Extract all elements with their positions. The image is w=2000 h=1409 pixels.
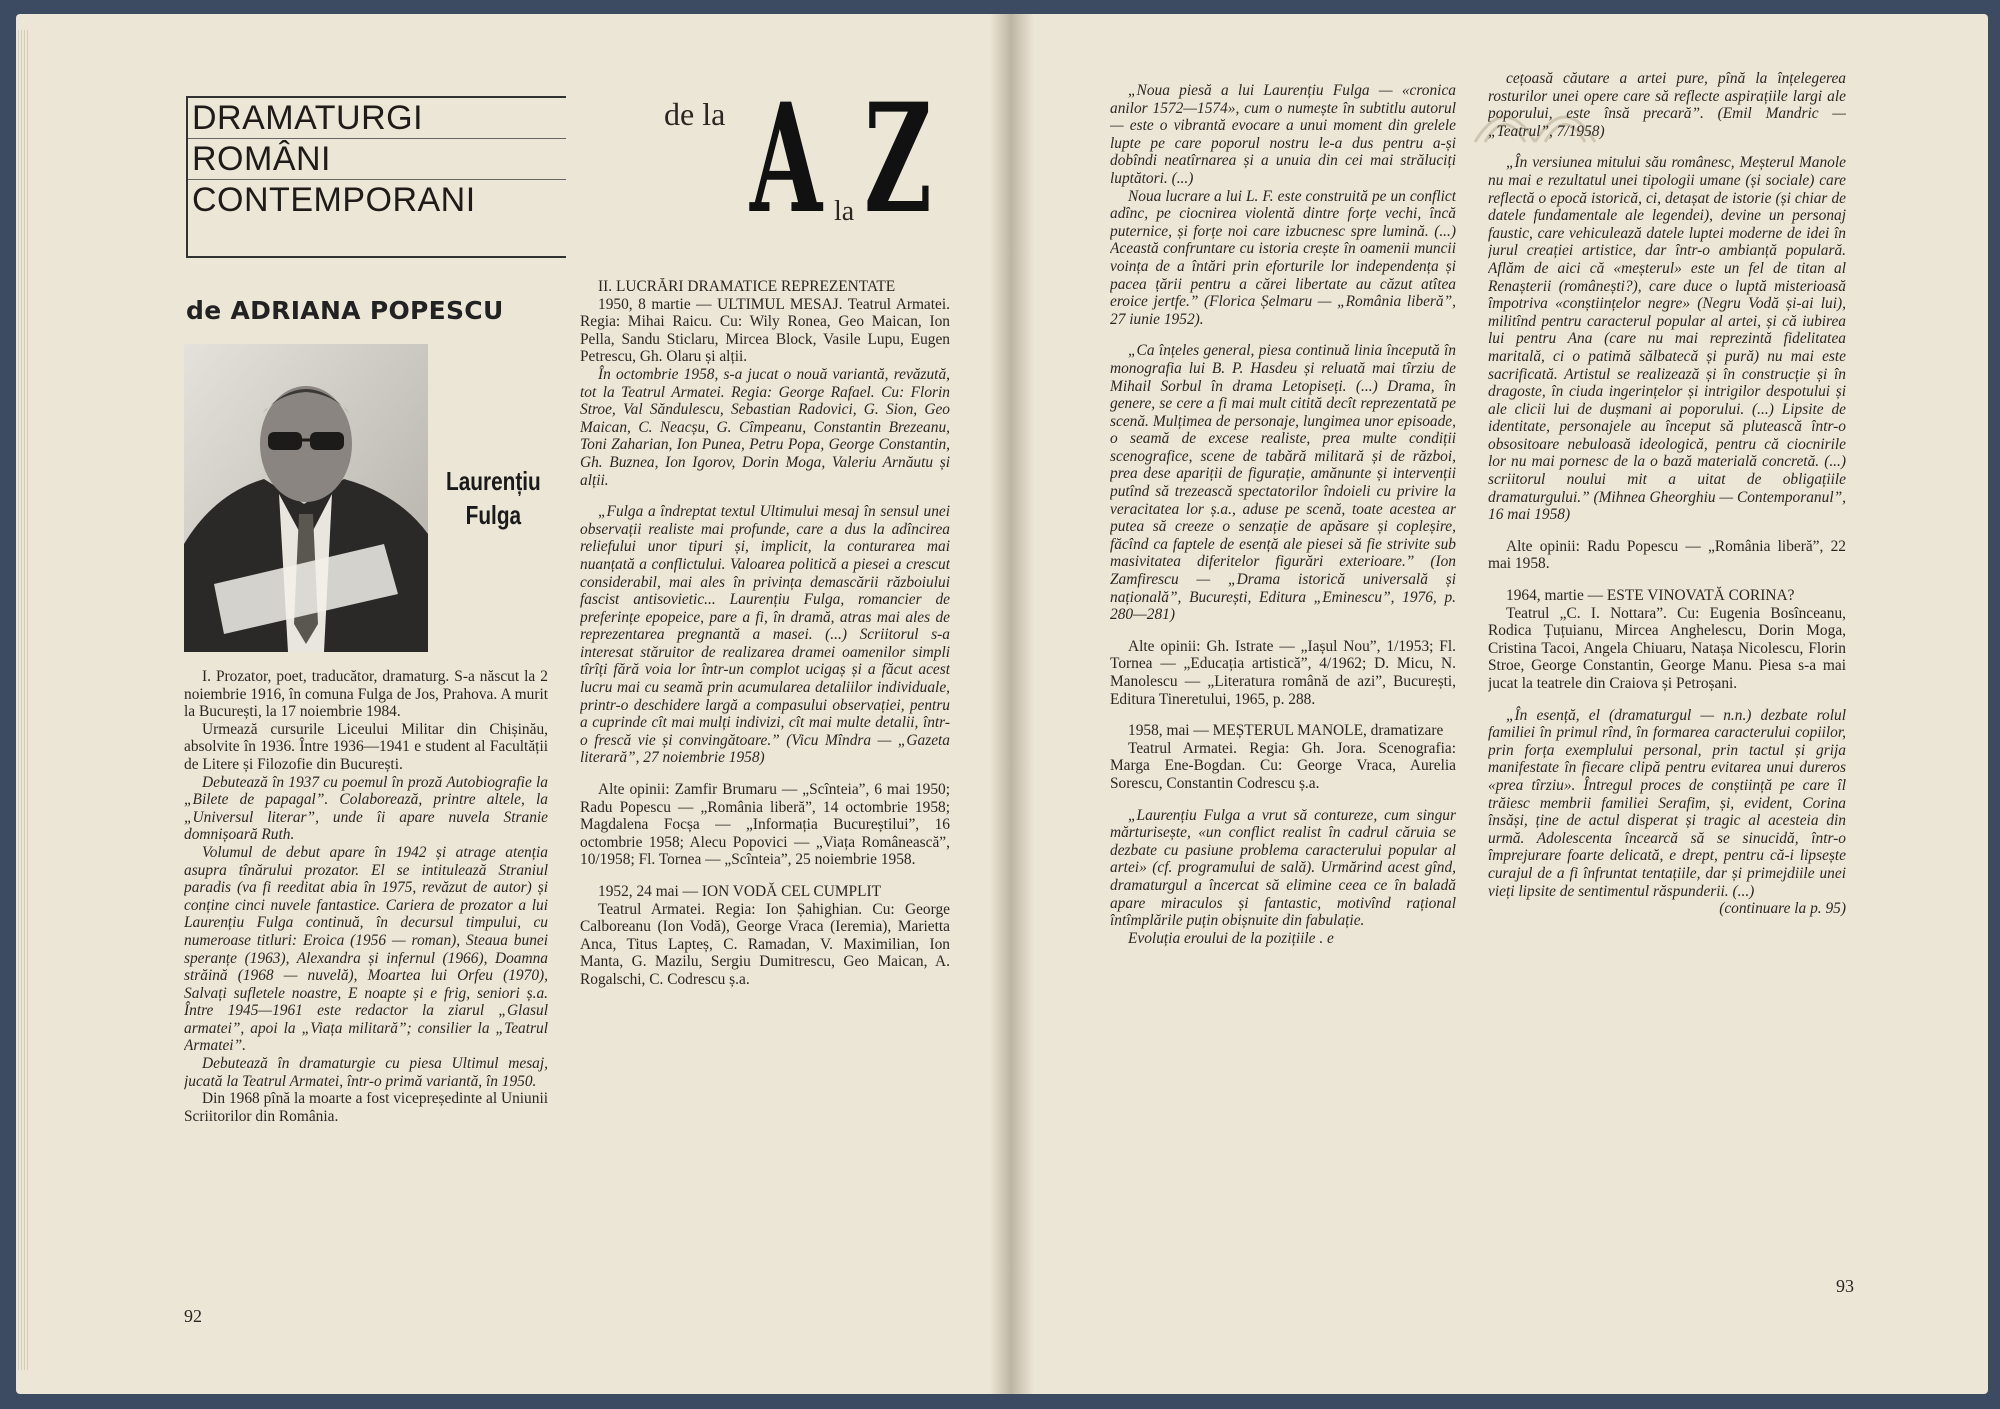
col4-para-4: 1964, martie — ESTE VINOVATĂ CORINA? <box>1506 587 1795 605</box>
continuation-note: (continuare la p. 95) <box>1719 900 1846 918</box>
header-line-2: ROMÂNI <box>188 139 566 180</box>
az-de-la: de la <box>664 96 726 132</box>
col2-para-1: 1950, 8 martie — ULTIMUL MESAJ. Teatrul Armatei. Regia: Mihai Raicu. Cu: Wily Ronea, Geo Maican, Ion Pella, Sandu Sticlaru, Mircea Block, Vasile Lupu, Eugen Petrescu, Gh. Olaru și alții. <box>580 295 950 366</box>
author-byline: de ADRIANA POPESCU <box>186 296 504 325</box>
col2-para-3: „Fulga a îndreptat textul Ultimului mesaj în sensul unei observații realiste mai profunde, care a dus la adîncirea reliefului unor tipuri și, implicit, la conturarea mai nuanțată a conflictului. Valoarea politică a piesei a crescut considerabil, mai ales în privința demascării războiului fascist antisovietic... Laurențiu Fulga, romancier de preferințe epopeice, pare a fi, în dramă, atras mai ales de reprezentarea pregnantă a masei. (...) Scriitorul s-a interesat stăruitor de realizarea dramei oamenilor simpli tîrîți fără voia lor într-un complot ucigaș și a făcut acest lucru mai cu seamă prin acumularea detaliilor individuale, printr-o deschidere largă a compasului observației, pentru a cuprinde cît mai mulți indivizi, cît mai multe detalii, într-o frescă vie și convingătoare.” (Vicu Mîndra — „Gazeta literară”, 27 noiembrie 1958) <box>580 503 950 767</box>
col3-para-8: Evoluția eroului de la pozițiile . e <box>1128 929 1334 947</box>
col3-para-4: Alte opinii: Gh. Istrate — „Iașul Nou”, 1/1953; Fl. Tornea — „Educația artistică”, 4/1962; D. Micu, N. Manolescu — „Literatura română de azi”, București, Editura Tineretului, 1965, p. 288. <box>1110 637 1456 708</box>
book-gutter <box>990 14 1034 1394</box>
col1-para-6: Din 1968 pînă la moarte a fost vicepreședinte al Uniunii Scriitorilor din România. <box>184 1090 548 1125</box>
series-header-box <box>186 96 566 258</box>
col1-para-4: Volumul de debut apare în 1942 și atrage atenția asupra tînărului prozator. El se intitulează Straniul paradis (va fi reeditat abia în 1975, revăzut de autor) și conține cinci nuvele fantastice. Cariera de prozator a lui Laurențiu Fulga continuă, în decursul timpului, cu numeroase titluri: Eroica (1956 — roman), Steaua bunei speranțe (1963), Alexandra și infernul (1966), Doamna străină (1968 — nuvelă), Moartea lui Orfeu (1970), Salvați sufletele noastre, E noapte și e frig, seniori ș.a. Între 1945—1961 este redactor la ziarul „Glasul armatei”, apoi la „Viața militară”; consilier la „Teatrul Armatei”. <box>184 843 548 1055</box>
col4-para-2: „În versiunea mitului său românesc, Meșterul Manole nu mai e rezultatul unei tipologii umane (și sociale) care reflectă o epocă istorică, ci, detașat de istorie (și chiar de datele fundamentale ale legendei), devine un personaj faustic, care vehiculează datele luptei moderne de idei în jurul creației artistice, dar într-o ambianță populară. Aflăm de aici că «meșterul» este un fel de titan al Renașterii (românești?), care duce o luptă misterioasă împotriva «conștiințelor negre» (Negru Vodă și-ai lui), militînd pentru caracterul popular al artei, și că iubirea lui pentru Ana (care nu mai reprezintă fidelitatea maritală, ci o patimă sălbatecă și pură) nu mai este sacrificată. Artistul se realizează și în construcție și în dragoste, în ciuda ingerințelor și intrigilor despotului și ale clicii lui de dușmani ai poporului. (...) Lipsite de identitate, personajele au început să plutească într-o obsositoare nebuloasă ideologică, pentru că ciocnirile lor nu mai pornesc de la o bază materială concretă. (...) scriitorul noului mit a uitat de obligațiile dramaturgului.” (Mihnea Gheorghiu — Contemporanul”, 16 mai 1958) <box>1488 154 1846 524</box>
column-4 <box>1488 70 1846 1270</box>
column-2 <box>580 278 950 1278</box>
col3-para-2: Noua lucrare a lui L. F. este construită pe un conflict adînc, pe ciocnirea violentă dintre forțe vechi, încă puternice, și forțe noi care izbucnesc spre lumină. (...) Această confruntare cu istoria crește în oamenii muncii voința de a întări prin eforturile lor independența și pacea țării pentru a cărei libertate au căzut atîtea eroice jertfe.” (Florica Șelmaru — „România liberă”, 27 iunie 1952). <box>1110 187 1456 328</box>
a-to-z-logo <box>654 71 954 247</box>
col2-para-6: Teatrul Armatei. Regia: Ion Șahighian. Cu: George Calboreanu (Ion Vodă), George Vraca (Ieremia), Marietta Anca, Titus Lapteș, C. Ramadan, V. Maximilian, Ion Manta, G. Mazilu, Sergiu Dumitrescu, Geo Maican, A. Rogalschi, C. Codrescu ș.a. <box>580 900 950 988</box>
page-number-right: 93 <box>1836 1276 1854 1296</box>
col3-para-6: Teatrul Armatei. Regia: Gh. Jora. Scenografia: Marga Ene-Bogdan. Cu: George Vraca, Aurelia Sorescu, Constantin Codrescu ș.a. <box>1110 739 1456 792</box>
col4-para-6: „În esență, el (dramaturgul — n.n.) dezbate rolul familiei în primul rînd, în formarea caracterului copiilor, prin forța exemplului personal, prin tactul și grija manifestate în fiecare clipă pentru evitarea unui dureros «prea tîrziu». Întregul proces de conștiință pe care îl trăiesc membrii familiei Serafim, și, evident, Corina însăși, ține de actul disperat și tragic al acesteia din urmă. Adolescenta încearcă să se sinucidă, într-o împrejurare foarte delicată, e drept, pentru că-i lipsește curajul de a fi înfruntat tentațiile, dar și primejdiile unei vieți lipsite de sentimentul răspunderii. (...) <box>1488 706 1846 900</box>
person-name-line-1: Laurențiu <box>446 466 541 496</box>
column-3 <box>1110 82 1456 1282</box>
page-number-left: 92 <box>184 1306 202 1326</box>
col1-para-1: I. Prozator, poet, traducător, dramaturg. S-a născut la 2 noiembrie 1916, în comuna Fulga de Jos, Prahova. A murit la București, la 17 noiembrie 1984. <box>184 668 548 721</box>
author-portrait-photo <box>184 344 428 652</box>
header-line-1: DRAMATURGI <box>188 98 566 139</box>
col4-para-3: Alte opinii: Radu Popescu — „România liberă”, 22 mai 1958. <box>1488 537 1846 573</box>
col4-para-1: cețoasă căutare a artei pure, pînă la înțelegerea rosturilor unei opere care să reflecte aspirațiile largi ale poporului, este însă precară”. (Emil Mandric — „Teatrul”, 7/1958) <box>1488 70 1846 140</box>
col3-para-1: „Noua piesă a lui Laurențiu Fulga — «cronica anilor 1572—1574», cum o numește în subtitlu autorul — este o vibrantă evocare a unui moment din grelele lupte pe care poporul nostru le-a dus pentru a-și dobîndi neatîrnarea și a unuia din cei mai străluciți luptători. (...) <box>1110 82 1456 187</box>
az-la: la <box>834 196 855 227</box>
az-letter-z: Z <box>864 71 932 247</box>
col4-para-5: Teatrul „C. I. Nottara”. Cu: Eugenia Bosînceanu, Rodica Țuțuianu, Mircea Anghelescu, Dorin Moga, Cristina Tacoi, Angela Chiuaru, Natașa Nicolescu, Florin Stroe, George Constantin, George Manu. Piesa s-a mai jucat la teatrele din Craiova și Petroșani. <box>1488 604 1846 692</box>
col2-para-2: În octombrie 1958, s-a jucat o nouă variantă, revăzută, tot la Teatrul Armatei. Regia: George Rafael. Cu: Florin Stroe, Val Săndulescu, Sebastian Radovici, G. Sion, Geo Maican, C. Neacșu, G. Cîmpeanu, Constantin Brezeanu, Toni Zaharian, Ion Punea, Petru Popa, George Constantin, Gh. Buznea, Ion Igorov, Dorin Moga, Valeriu Arnăutu și alții. <box>580 365 950 489</box>
section-title: II. LUCRĂRI DRAMATICE REPREZENTATE <box>598 278 896 295</box>
az-letter-a: A <box>750 71 823 247</box>
col2-para-4: Alte opinii: Zamfir Brumaru — „Scînteia”, 6 mai 1950; Radu Popescu — „România liberă”, 14 octombrie 1958; Magdalena Focșa — „Informația Bucureștilui”, 16 octombrie 1958; Alecu Popovici — „Viața Românească”, 10/1958; Fl. Tornea — „Scînteia”, 25 noiembrie 1958. <box>580 781 950 869</box>
column-1 <box>184 668 548 1288</box>
person-name-line-2: Fulga <box>465 500 522 530</box>
header-line-3: CONTEMPORANI <box>192 181 476 219</box>
col1-para-5: Debutează în dramaturgie cu piesa Ultimul mesaj, jucată la Teatrul Armatei, într-o primă variantă, în 1950. <box>184 1055 548 1090</box>
col2-para-5: 1952, 24 mai — ION VODĂ CEL CUMPLIT <box>598 883 882 900</box>
page-edges <box>18 30 28 1370</box>
person-name <box>446 464 541 532</box>
col1-para-2: Urmează cursurile Liceului Militar din Chișinău, absolvite în 1936. Între 1936—1941 e student al Facultății de Litere și Filozofie din București. <box>184 720 548 773</box>
col3-para-5: 1958, mai — MEȘTERUL MANOLE, dramatizare <box>1128 722 1444 740</box>
col3-para-3: „Ca înțeles general, piesa continuă linia începută în monografia lui B. P. Hasdeu și reluată mai tîrziu de Mihail Sorbul în drama Letopiseți. (...) Drama, în genere, se cere a fi mai mult citită decît reprezentată pe scenă. Mulțimea de personaje, lungimea unor episoade, o seamă de excese realiste, prea multe condiții scenografice, scene de tabără militară și de război, prea dese apariții de figurație, amănunte și intervenții putînd să trezească spectatorilor îndoieli cu privire la veracitatea lor ș.a., aduse pe scenă, toate acestea ar putea să creeze o senzație de apăsare și copleșire, făcînd ca faptele de esență ale piesei să fie strivite sub masivitatea diferitelor figurări exterioare.” (Ion Zamfirescu — „Drama istorică universală și națională”, București, Editura „Eminescu”, 1976, p. 280—281) <box>1110 342 1456 624</box>
col3-para-7: „Laurențiu Fulga a vrut să contureze, cum singur mărturisește, «un conflict realist în cadrul căruia se dezbate cu pasiune problema caracterului popular al artei» (cf. programului de sală). Urmărind acest gînd, dramaturgul a încercat să elimine ceea ce în baladă apare miraculos și fantastic, motivînd rațional întîmplările puțin obișnuite din fabulație. <box>1110 806 1456 930</box>
col1-para-3: Debutează în 1937 cu poemul în proză Autobiografie la „Bilete de papagal”. Colaborează, printre altele, la „Universul literar”, unde îi apare nuvela Stranie domnișoară Ruth. <box>184 773 548 844</box>
